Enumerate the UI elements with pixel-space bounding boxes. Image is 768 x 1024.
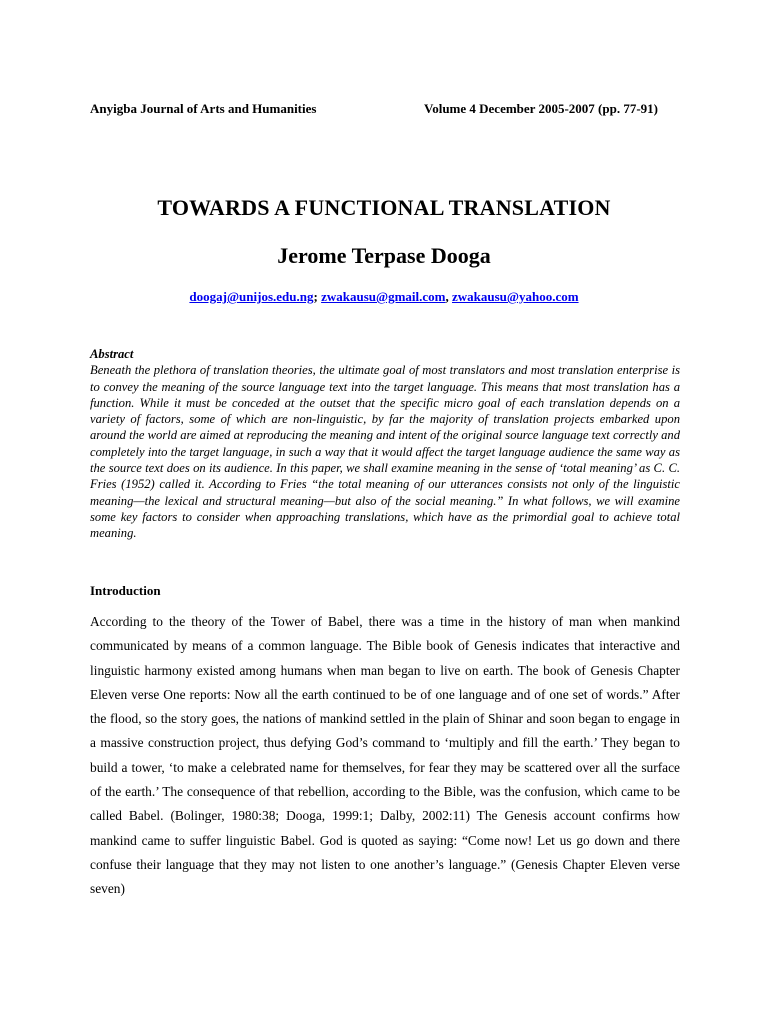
introduction-heading: Introduction (90, 583, 161, 598)
journal-header (90, 101, 658, 117)
paper-title: TOWARDS A FUNCTIONAL TRANSLATION (157, 195, 611, 220)
email-separator: ; (313, 289, 318, 304)
volume-info: Volume 4 December 2005-2007 (pp. 77-91) (424, 101, 658, 116)
email-separator: , (445, 289, 449, 304)
email-link-yahoo[interactable]: zwakausu@yahoo.com (451, 289, 579, 304)
abstract-heading: Abstract (90, 347, 134, 361)
email-link-unijos[interactable]: doogaj@unijos.edu.ng (189, 289, 314, 304)
journal-name: Anyigba Journal of Arts and Humanities (90, 101, 317, 116)
introduction-text: According to the theory of the Tower of Babel, there was a time in the history of man when mankind communicated by means of a common language. The Bible book of Genesis indicates that interactive and linguistic harmony existed among humans when man began to live on earth. The book of Genesis Chapter Eleven verse One reports: Now all the earth continued to be of one language and of one set of words.” After the flood, so the story goes, the nations of mankind settled in the plain of Shinar and soon began to engage in a massive construction project, thus defying God’s command to ‘multiply and fill the earth.’ They began to build a tower, ‘to make a celebrated name for themselves, for fear they may be scattered over all the surface of the earth.’ The consequence of that rebellion, according to the Bible, was the confusion, which came to be called Babel. (Bolinger, 1980:38; Dooga, 1999:1; Dalby, 2002:11) The Genesis account confirms how mankind came to suffer linguistic Babel. God is quoted as saying: “Come now! Let us go down and there confuse their language that they may not listen to one another’s language.” (Genesis Chapter Eleven verse seven) (90, 614, 680, 897)
author-name: Jerome Terpase Dooga (277, 243, 491, 268)
abstract-section (90, 346, 680, 542)
abstract-text: Beneath the plethora of translation theories, the ultimate goal of most translators and most translation enterprise is to convey the meaning of the source language text into the target language. This means that most translation has a function. While it must be conceded at the outset that the specific micro goal of each translation depends on a variety of factors, some of which are non-linguistic, by far the majority of translation projects embarked upon around the world are aimed at reproducing the meaning and intent of the original source language text correctly and completely into the target language, in such a way that it would affect the target language audience the same way as the source text does on its audience. In this paper, we shall examine meaning in the sense of ‘total meaning’ as C. C. Fries (1952) called it. According to Fries “the total meaning of our utterances consists not only of the linguistic meaning—the lexical and structural meaning—but also of the social meaning.” In what follows, we will examine some key factors to consider when approaching translations, which have as the primordial goal to achieve total meaning. (90, 363, 680, 541)
email-link-gmail[interactable]: zwakausu@gmail.com (321, 289, 446, 304)
author-emails (0, 289, 768, 305)
